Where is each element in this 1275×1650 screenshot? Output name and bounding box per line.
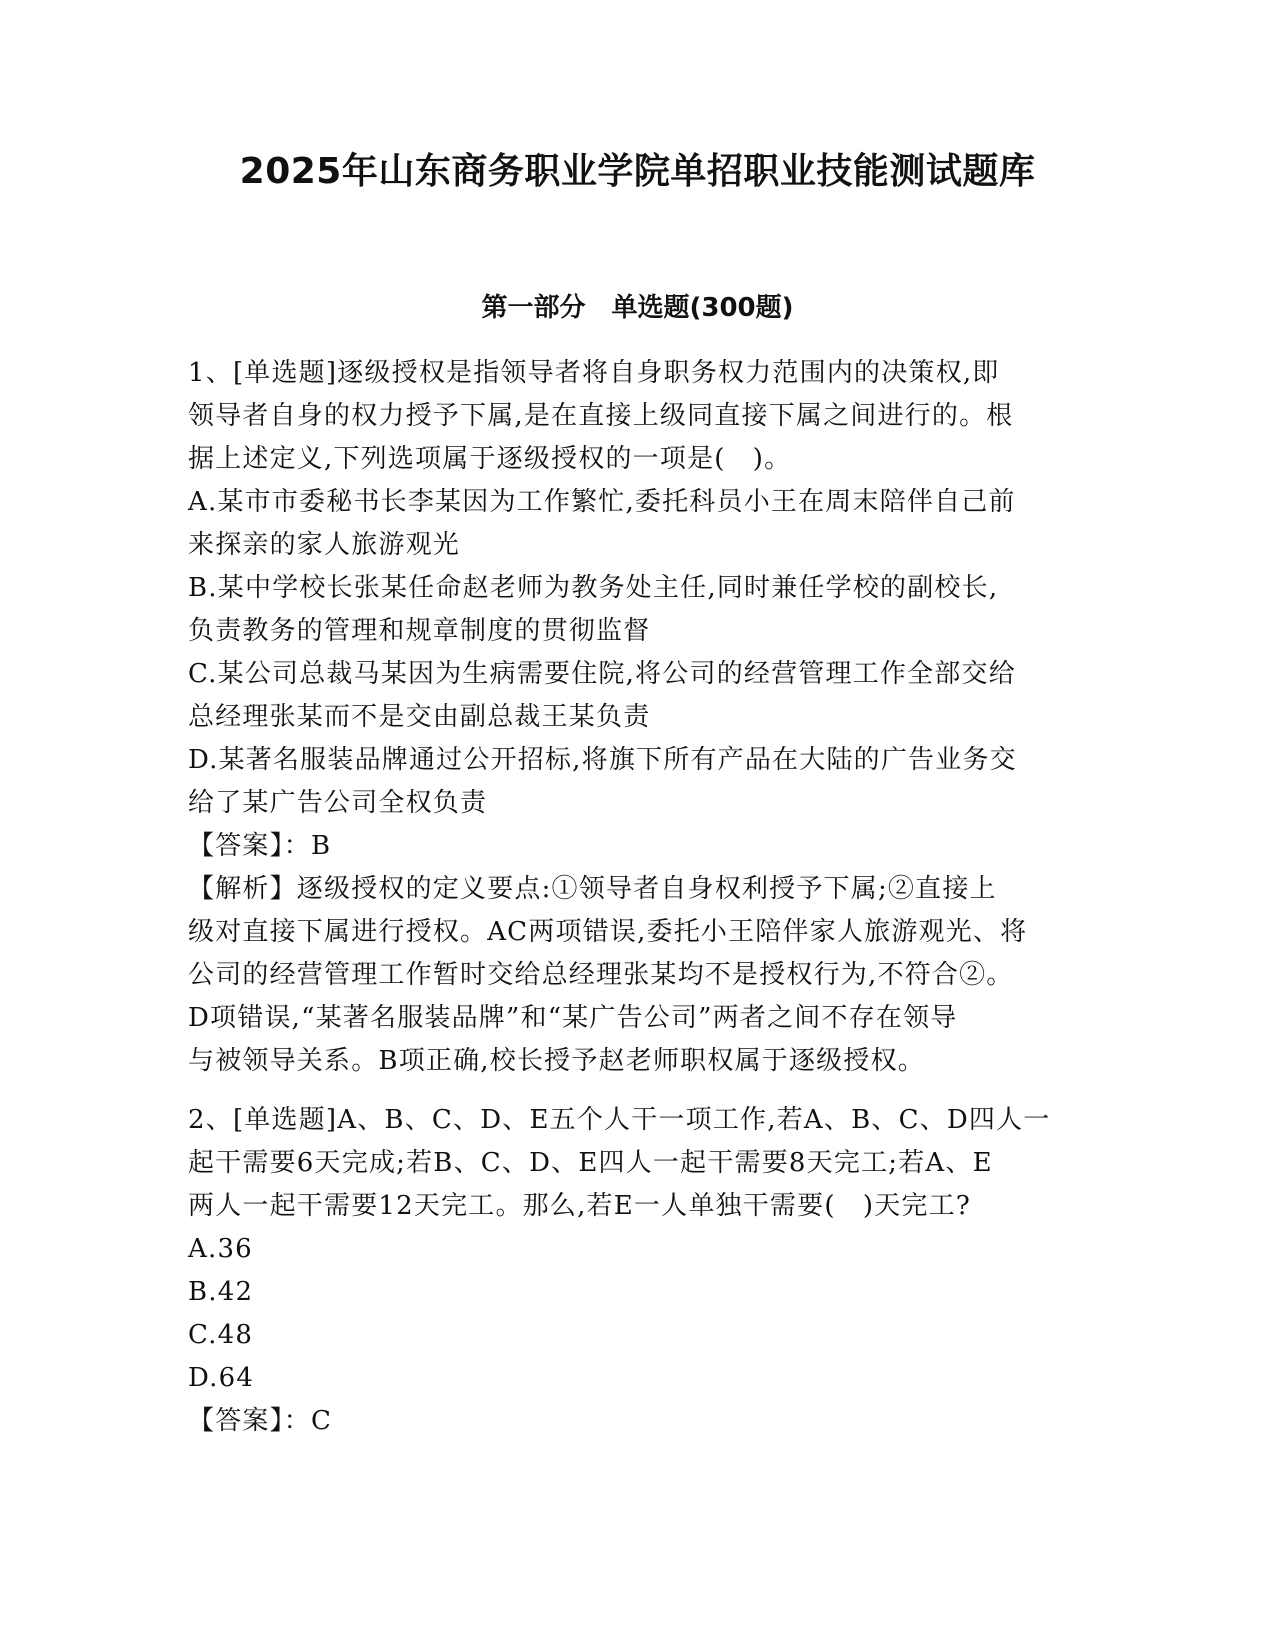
analysis-line: 级对直接下属进行授权。AC两项错误,委托小王陪伴家人旅游观光、将 <box>188 917 1028 947</box>
question-stem <box>188 1099 1088 1228</box>
section-title: 第一部分 单选题(300题) <box>481 293 794 323</box>
analysis-line: 公司的经营管理工作暂时交给总经理张某均不是授权行为,不符合②。 <box>188 960 1014 990</box>
option-c: C.48 <box>188 1320 254 1350</box>
stem-line: 1、[单选题]逐级授权是指领导者将自身职务权力范围内的决策权,即 <box>188 358 1000 388</box>
document-title: 2025年山东商务职业学院单招职业技能测试题库 <box>239 151 1036 192</box>
analysis-line: 与被领导关系。B项正确,校长授予赵老师职权属于逐级授权。 <box>188 1046 925 1076</box>
stem-line: 2、[单选题]A、B、C、D、E五个人干一项工作,若A、B、C、D四人一 <box>188 1105 1051 1135</box>
option-d-line: D.某著名服装品牌通过公开招标,将旗下所有产品在大陆的广告业务交 <box>188 745 1017 775</box>
option-d-line: 给了某广告公司全权负责 <box>188 788 488 818</box>
option-d: D.64 <box>188 1363 255 1393</box>
question-list <box>188 352 1088 1443</box>
analysis <box>188 868 1088 1083</box>
answer-line: 【答案】：B <box>188 831 332 861</box>
option-b-line: 负责教务的管理和规章制度的贯彻监督 <box>188 616 651 646</box>
question-1 <box>188 352 1088 1083</box>
analysis-line: D项错误,“某著名服装品牌”和“某广告公司”两者之间不存在领导 <box>188 1003 958 1033</box>
answer-line: 【答案】：C <box>188 1406 333 1436</box>
stem-line: 起干需要6天完成;若B、C、D、E四人一起干需要8天完工;若A、E <box>188 1148 993 1178</box>
option-c-line: 总经理张某而不是交由副总裁王某负责 <box>188 702 651 732</box>
analysis-line: 【解析】逐级授权的定义要点:①领导者自身权利授予下属;②直接上 <box>188 874 997 904</box>
stem-line: 两人一起干需要12天完工。那么,若E一人单独干需要( )天完工? <box>188 1191 971 1221</box>
question-options <box>188 481 1088 825</box>
option-c-line: C.某公司总裁马某因为生病需要住院,将公司的经营管理工作全部交给 <box>188 659 1016 689</box>
option-a: A.36 <box>188 1234 253 1264</box>
option-a-line: 来探亲的家人旅游观光 <box>188 530 461 560</box>
question-2 <box>188 1099 1088 1443</box>
option-b-line: B.某中学校长张某任命赵老师为教务处主任,同时兼任学校的副校长, <box>188 573 999 603</box>
question-options <box>188 1228 1088 1400</box>
question-stem <box>188 352 1088 481</box>
stem-line: 领导者自身的权力授予下属,是在直接上级同直接下属之间进行的。根 <box>188 401 1014 431</box>
option-a-line: A.某市市委秘书长李某因为工作繁忙,委托科员小王在周末陪伴自己前 <box>188 487 1016 517</box>
option-b: B.42 <box>188 1277 254 1307</box>
stem-line: 据上述定义,下列选项属于逐级授权的一项是( )。 <box>188 444 792 474</box>
